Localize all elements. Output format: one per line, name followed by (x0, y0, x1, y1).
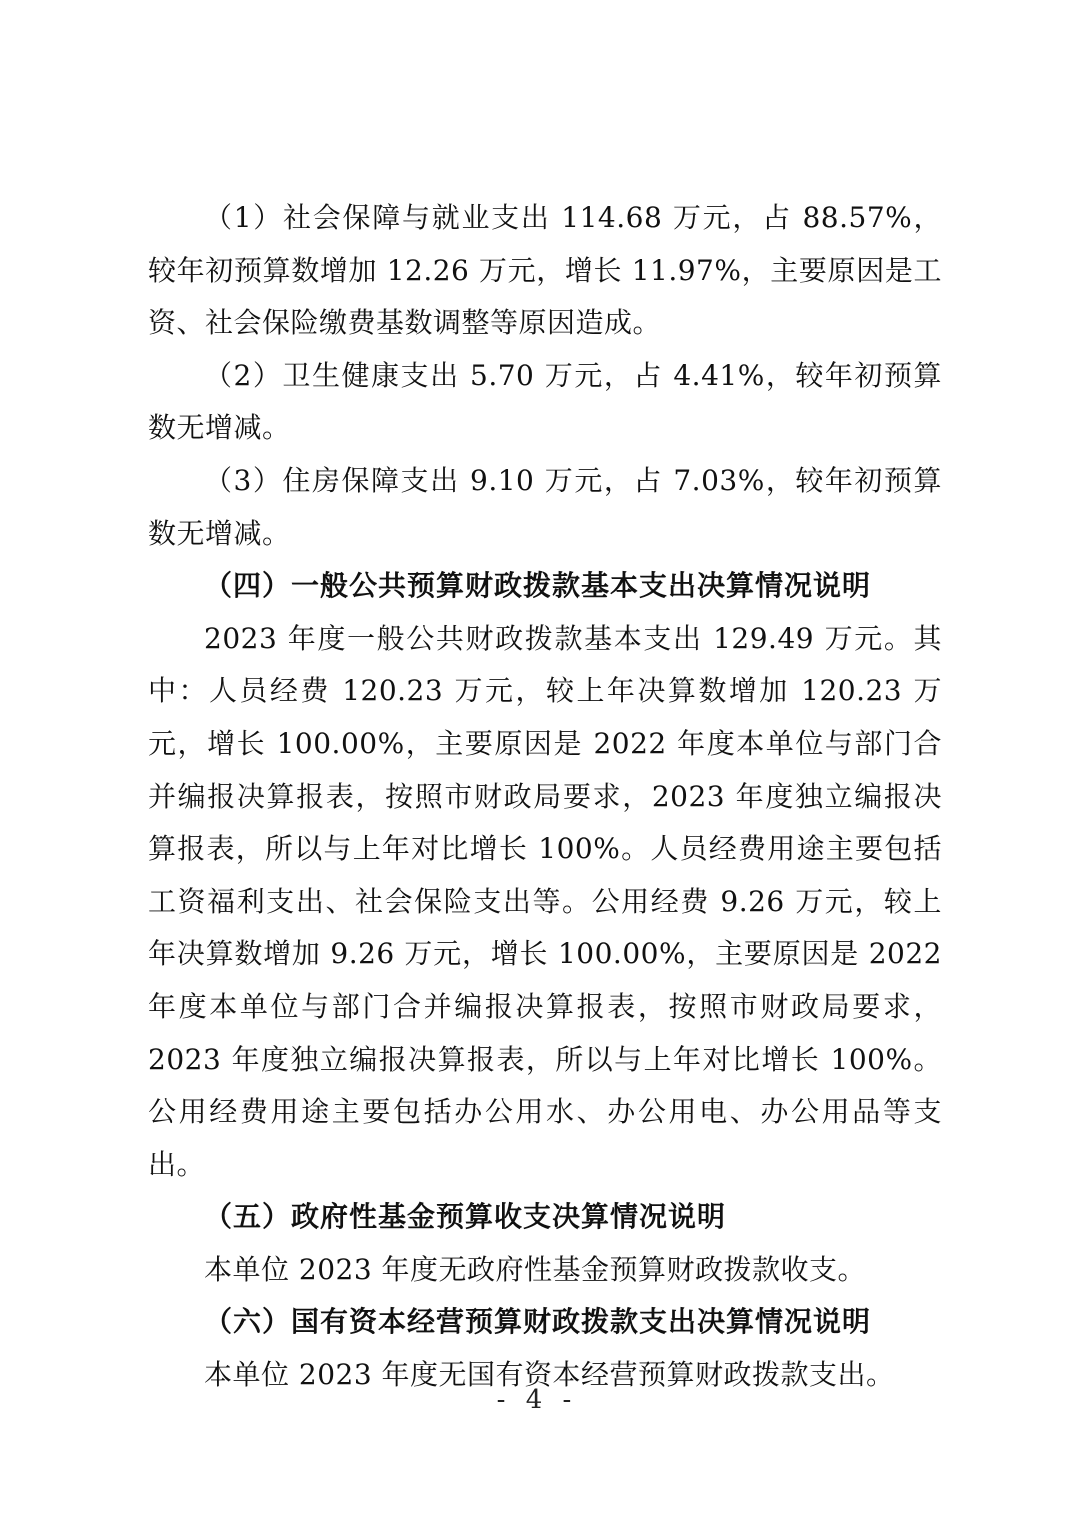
paragraph-state-capital: 本单位 2023 年度无国有资本经营预算财政拨款支出。 (204, 1358, 895, 1392)
section-heading-basic-expenditure: （四）一般公共预算财政拨款基本支出决算情况说明 (204, 569, 872, 603)
document-body (148, 192, 942, 1402)
page-number: - 4 - (496, 1385, 578, 1415)
paragraph-basic-expenditure: 2023 年度一般公共财政拨款基本支出 129.49 万元。其中：人员经费 120.23 万元，较上年决算数增加 120.23 万元，增长 100.00%，主要原因是 2022 年度本单位与部门合并编报决算报表，按照市财政局要求，2023 年度独立编报决算报表，所以与上年对比增长 100%。人员经费用途主要包括工资福利支出、社会保险支出等。公用经费 9.26 万元，较上年决算数增加 9.26 万元，增长 100.00%，主要原因是 2022 年度本单位与部门合并编报决算报表，按照市财政局要求，2023 年度独立编报决算报表，所以与上年对比增长 100%。公用经费用途主要包括办公用水、办公用电、办公用品等支出。 (148, 621, 942, 1181)
paragraph-housing: （3）住房保障支出 9.10 万元，占 7.03%，较年初预算数无增减。 (148, 463, 942, 550)
section-heading-state-capital: （六）国有资本经营预算财政拨款支出决算情况说明 (204, 1305, 872, 1339)
section-heading-government-fund: （五）政府性基金预算收支决算情况说明 (204, 1200, 727, 1234)
paragraph-social-security: （1）社会保障与就业支出 114.68 万元，占 88.57%，较年初预算数增加 12.26 万元，增长 11.97%，主要原因是工资、社会保险缴费基数调整等原因造成。 (148, 201, 942, 340)
paragraph-government-fund: 本单位 2023 年度无政府性基金预算财政拨款收支。 (204, 1252, 867, 1286)
paragraph-health: （2）卫生健康支出 5.70 万元，占 4.41%，较年初预算数无增减。 (148, 358, 942, 445)
